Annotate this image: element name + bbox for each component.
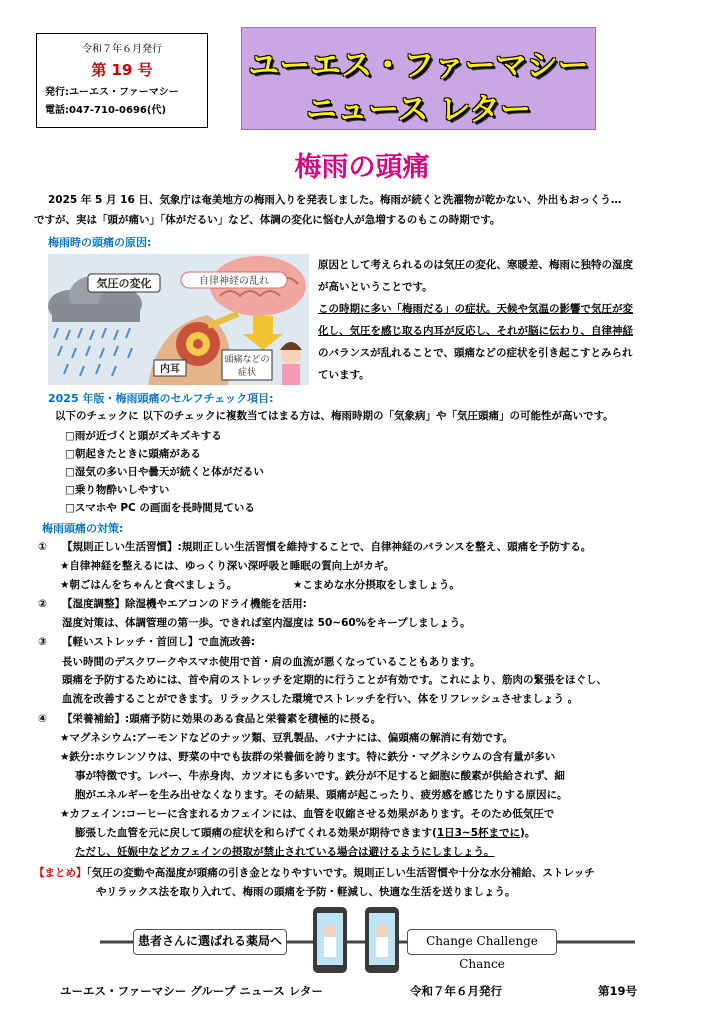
measure-3-line-1: 長い時間のデスクワークやスマホ使用で首・肩の血流が悪くなっていることもあります。 [62,656,481,668]
cause-line-6: ています。 [318,369,370,381]
banner-line-2: ニュース レター [305,92,531,128]
footer-pill-left: 患者さんに選ばれる薬局へ [133,929,287,955]
measure-2-num: ② [38,598,47,610]
measure-4-iron-2: 事が特徴です。レバー、牛赤身肉、カツオにも多いです。鉄分が不足すると細胞に酸素が供給されず、細 [75,770,565,782]
banner-line-1: ユーエス・ファーマシー [248,48,589,84]
summary-tag: 【まとめ】 [34,867,87,879]
measure-4-caffeine-1: ★カフェイン:コーヒーに含まれるカフェインには、血管を収縮させる効果があります。そのため低気圧で [60,808,555,820]
footer-date: 令和７年６月発行 [410,984,502,998]
cause-line-3: この時期に多い「梅雨だる」の症状。天候や気温の影響で気圧が変 [318,303,633,315]
headache-diagram-svg [48,254,309,385]
summary-text-1: 「気圧の変動や高湿度が頭痛の引き金となりやすいです。規則正しい生活習慣や十分な水分補給、ストレッチ [86,867,595,879]
label-ear: 内耳 [160,364,180,375]
cause-heading: 梅雨時の頭痛の原因: [48,236,152,249]
label-pressure: 気圧の変化 [96,277,152,290]
issue-info-box [36,33,208,128]
check-item-2: □朝起きたときに頭痛がある [65,448,201,460]
measure-1-bullet-1: ★自律神経を整えるには、ゆっくり深い深呼吸と睡眠の質向上がカギ。 [60,560,395,572]
caffeine-2-c: )。 [520,827,536,839]
label-symptom-2: 症状 [237,368,257,378]
summary-line-2: やリラックス法を取り入れて、梅雨の頭痛を予防・軽減し、快適な生活を送りましょう。 [96,886,516,898]
label-nerve: 自律神経の乱れ [199,276,269,287]
measure-4-iron-1: ★鉄分:ホウレンソウは、野菜の中でも抜群の栄養価を誇ります。特に鉄分・マグネシウムの含有量が多い [60,751,556,763]
measure-4-iron-3: 胞がエネルギーを生み出せなくなります。その結果、頭痛が起こったり、疲労感を感じたりする原因に。 [75,789,568,801]
intro-line-1: 2025 年 5 月 16 日、気象庁は奄美地方の梅雨入りを発表しました。梅雨が続くと洗濯物が乾かない、外出もおっくう… [48,194,622,206]
summary-line-1 [34,863,595,883]
caffeine-2-a: 膨張した血管を元に戻して頭痛の症状を和らげてくれる効果が期待できます( [75,827,437,839]
measure-3-line-3: 血流を改善することができます。リラックスした環境でストレッチを行い、体をリフレッシュさせましょう 。 [62,693,579,705]
caffeine-limit: 1日3~5杯までに [436,827,521,839]
issue-number: 第 19 号 [91,61,153,79]
headache-illustration [48,254,309,385]
measure-3-title: 【軽いストレッチ・首回し】で血流改善: [62,636,256,648]
page-title: 梅雨の頭痛 [294,152,430,183]
label-symptom-1: 頭痛などの [224,355,270,365]
publisher: 発行:ユーエス・ファーマシー [45,87,179,98]
measure-1-title: 【規則正しい生活習慣】:規則正しい生活習慣を維持することで、自律神経のバランスを整え、頭痛を予防する。 [62,541,592,553]
cause-line-5: のバランスが乱れることで、頭痛などの症状を引き起こすとみられ [318,347,633,359]
check-item-1: □雨が近づくと頭がズキズキする [65,430,222,442]
newsletter-banner [241,27,596,130]
check-item-3: □湿気の多い日や曇天が続くと体がだるい [65,466,264,478]
measure-1-num: ① [38,541,47,553]
smartphone-right-icon [365,907,399,973]
measure-3-num: ③ [38,636,47,648]
smartphone-left-icon [313,907,347,973]
measures-heading: 梅雨頭痛の対策: [42,522,124,535]
measure-4-caffeine-3: ただし、妊娠中などカフェインの摂取が禁止されている場合は避けるようにしましょう。 [75,846,495,858]
cause-line-1: 原因として考えられるのは気圧の変化、寒暖差、梅雨に独特の湿度 [318,259,633,271]
footer-issue: 第19号 [598,984,638,998]
cause-line-2: が高いということです。 [318,281,433,293]
check-item-4: □乗り物酔いしやすい [65,484,170,496]
cause-line-4: 化し、気圧を感じ取る内耳が反応し、それが脳に伝わり、自律神経 [318,325,633,337]
intro-line-2: ですが、実は「頭が痛い」「体がだるい」など、体調の変化に悩む人が急増するのもこの時期です。 [34,214,501,226]
phone-number: 電話:047-710-0696(代) [45,105,167,116]
measure-1-bullet-2: ★朝ごはんをちゃんと食べましょう。 [60,579,238,591]
measure-2-title: 【湿度調整】除湿機やエアコンのドライ機能を活用: [62,598,307,610]
measure-1-bullet-3: ★こまめな水分摂取をしましょう。 [293,579,460,591]
measure-4-title: 【栄養補給】:頭痛予防に効果のある食品と栄養素を積極的に摂る。 [62,713,382,725]
check-item-5: □スマホや PC の画面を長時間見ている [65,502,255,514]
check-heading: 2025 年版・梅雨頭痛のセルフチェック項目: [48,392,274,405]
footer-banner [95,907,640,975]
measure-4-magnesium: ★マグネシウム:アーモンドなどのナッツ類、豆乳製品、バナナには、偏頭痛の解消に有効です。 [60,732,514,744]
check-intro: 以下のチェックに 以下のチェックに複数当てはまる方は、梅雨時期の「気象病」や「気圧頭痛」の可能性が高いです。 [55,410,614,422]
measure-4-caffeine-2 [75,823,535,843]
footer-group-name: ユーエス・ファーマシー グループ ニュース レター [60,984,323,998]
measure-4-num: ④ [38,713,47,725]
measure-3-line-2: 頭痛を予防するためには、首や肩のストレッチを定期的に行うことが有効です。これにより、筋肉の緊張をほぐし、 [62,674,608,686]
footer-pill-right: Change Challenge Chance [407,929,557,955]
issue-date: 令和７年６月発行 [82,44,162,55]
measure-2-body: 湿度対策は、体調管理の第一歩。できれば室内湿度は 50~60%をキープしましょう。 [62,617,471,629]
